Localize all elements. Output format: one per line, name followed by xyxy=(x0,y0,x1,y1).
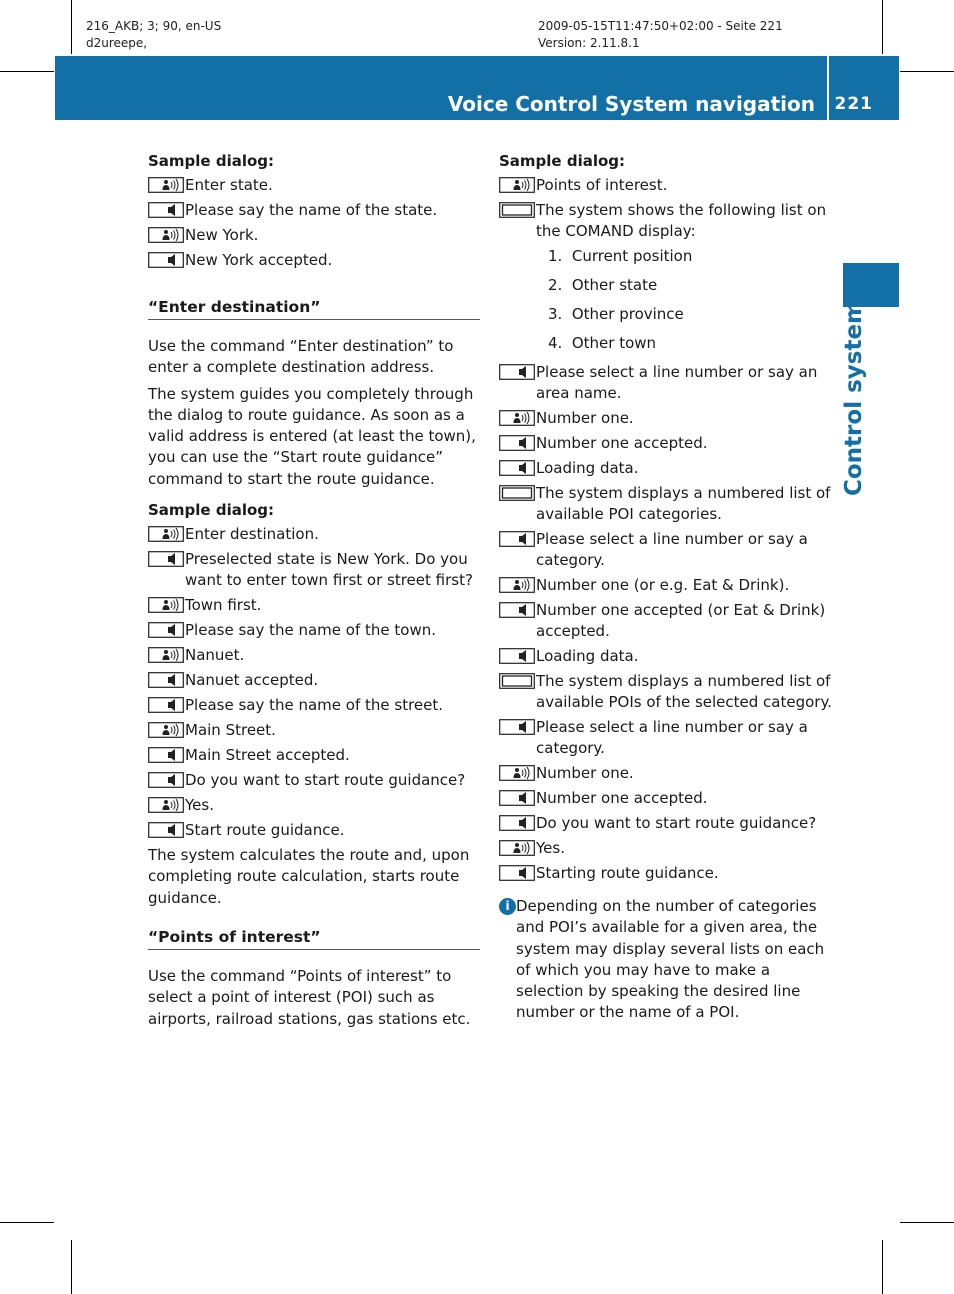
speaker-icon xyxy=(499,648,536,664)
speaker-icon xyxy=(499,435,536,451)
display-icon xyxy=(499,673,536,689)
page-number: 221 xyxy=(834,94,873,114)
paragraph: The system guides you completely through the dialog to route guidance. As soon as a valid address is entered (at least the town), you can use the “Start route guidance” command to start the route guidance. xyxy=(148,384,476,488)
info-icon: i xyxy=(499,898,516,915)
dialog-line-text: Number one. xyxy=(536,409,634,427)
dialog-line xyxy=(499,408,832,429)
dialog-line-text: Please say the name of the state. xyxy=(185,201,438,219)
dialog-line-text: Main Street accepted. xyxy=(185,746,350,765)
dialog-line-text: The system displays a numbered list of available POIs of the selected category. xyxy=(536,672,832,711)
dialog-line-text: Preselected state is New York. Do you want to enter town first or street first? xyxy=(185,550,473,590)
speaker-icon xyxy=(499,364,536,380)
speak-icon xyxy=(499,577,536,593)
dialog-line-text: Points of interest. xyxy=(536,176,668,194)
dialog-list xyxy=(148,175,480,271)
dialog-line xyxy=(499,838,832,859)
speak-icon xyxy=(499,765,536,781)
meta-line: d2ureepe, xyxy=(86,36,148,50)
dialog-line-text: Nanuet accepted. xyxy=(185,671,319,690)
crop-mark xyxy=(71,1240,72,1294)
dialog-line-text: Please select a line number or say a category. xyxy=(536,718,808,757)
chapter-label: Control systems xyxy=(841,286,867,496)
crop-mark xyxy=(900,1222,954,1223)
dialog-line xyxy=(148,250,480,271)
dialog-line xyxy=(499,671,832,713)
dialog-line xyxy=(499,646,832,667)
sample-dialog-heading: Sample dialog: xyxy=(148,501,275,520)
dialog-line xyxy=(499,362,832,404)
dialog-line-text: Yes. xyxy=(536,839,565,857)
dialog-line xyxy=(499,863,832,884)
dialog-line-text: Number one (or e.g. Eat & Drink). xyxy=(536,576,790,594)
dialog-line-text: Loading data. xyxy=(536,459,639,477)
dialog-line xyxy=(148,524,480,545)
dialog-line xyxy=(148,200,480,221)
display-options-list xyxy=(548,246,832,354)
speaker-icon xyxy=(148,697,185,713)
dialog-line-text: Nanuet. xyxy=(185,646,245,665)
dialog-line-text: Number one accepted (or Eat & Drink) accepted. xyxy=(536,601,826,640)
paragraph: The system calculates the route and, upon completing route calculation, starts route guidance. xyxy=(148,846,470,907)
list-item: 3. Other province xyxy=(548,305,684,323)
speak-icon xyxy=(148,227,185,243)
speaker-icon xyxy=(499,719,536,735)
dialog-line-text: Enter destination. xyxy=(185,525,319,544)
speak-icon xyxy=(499,177,536,193)
sample-dialog-heading: Sample dialog: xyxy=(499,152,626,170)
dialog-line xyxy=(148,770,480,791)
dialog-line-text: New York accepted. xyxy=(185,251,333,269)
list-item: 4. Other town xyxy=(548,334,657,352)
speaker-icon xyxy=(499,865,536,881)
dialog-line xyxy=(499,433,832,454)
dialog-line xyxy=(148,549,480,591)
crop-mark xyxy=(71,0,72,54)
dialog-line xyxy=(148,795,480,816)
dialog-line xyxy=(148,745,480,766)
dialog-line xyxy=(499,200,832,242)
dialog-line xyxy=(499,529,832,571)
speaker-icon xyxy=(148,772,185,788)
sample-dialog-heading: Sample dialog: xyxy=(148,152,275,170)
dialog-line xyxy=(148,595,480,616)
speak-icon xyxy=(148,177,185,193)
display-icon xyxy=(499,202,536,218)
dialog-line-text: Number one accepted. xyxy=(536,789,708,807)
print-meta-left xyxy=(86,18,221,52)
dialog-line-text: Number one accepted. xyxy=(536,434,708,452)
meta-line: 216_AKB; 3; 90, en-US xyxy=(86,19,222,33)
dialog-line-text: Starting route guidance. xyxy=(536,864,719,882)
speak-icon xyxy=(148,526,185,542)
dialog-line xyxy=(148,695,480,716)
right-column xyxy=(499,151,832,1024)
speaker-icon xyxy=(148,622,185,638)
speaker-icon xyxy=(499,602,536,618)
speaker-icon xyxy=(499,815,536,831)
dialog-line-text: Please say the name of the town. xyxy=(185,621,437,640)
dialog-line-text: Do you want to start route guidance? xyxy=(536,814,817,832)
dialog-line xyxy=(148,720,480,741)
paragraph: Use the command “Enter destination” to enter a complete destination address. xyxy=(148,337,454,377)
display-icon xyxy=(499,485,536,501)
dialog-line-text: Please select a line number or say a category. xyxy=(536,530,808,569)
dialog-line-text: Enter state. xyxy=(185,176,273,194)
speak-icon xyxy=(499,840,536,856)
dialog-line xyxy=(499,458,832,479)
page-title: Voice Control System navigation xyxy=(447,92,815,116)
dialog-line xyxy=(499,175,832,196)
list-item: 1. Current position xyxy=(548,247,693,265)
section-heading-enter-destination: “Enter destination” xyxy=(148,297,480,320)
dialog-line-text: Do you want to start route guidance? xyxy=(185,771,466,790)
speaker-icon xyxy=(148,747,185,763)
speak-icon xyxy=(499,410,536,426)
dialog-line-text: Yes. xyxy=(185,796,214,815)
info-note xyxy=(499,896,832,1024)
dialog-line xyxy=(499,788,832,809)
dialog-line-text: New York. xyxy=(185,226,259,244)
dialog-line xyxy=(148,620,480,641)
paragraph: Use the command “Points of interest” to select a point of interest (POI) such as airports, railroad stations, gas stations etc. xyxy=(148,966,471,1028)
speak-icon xyxy=(148,722,185,738)
crop-mark xyxy=(0,71,54,72)
speak-icon xyxy=(148,647,185,663)
crop-mark xyxy=(900,71,954,72)
dialog-line-text: Loading data. xyxy=(536,647,639,665)
dialog-line xyxy=(148,175,480,196)
section-heading-points-of-interest: “Points of interest” xyxy=(148,927,480,950)
dialog-line xyxy=(499,717,832,759)
dialog-line xyxy=(148,225,480,246)
speaker-icon xyxy=(499,531,536,547)
list-item: 2. Other state xyxy=(548,276,658,294)
dialog-line-text: Start route guidance. xyxy=(185,821,345,840)
dialog-line-text: Number one. xyxy=(536,764,634,782)
speaker-icon xyxy=(148,672,185,688)
info-text: Depending on the number of categories and POI’s available for a given area, the system may display several lists on each of which you may have to make a selection by speaking the desired line number or the name of a POI. xyxy=(516,897,825,1022)
left-column xyxy=(148,151,480,1035)
dialog-line-text: Please say the name of the street. xyxy=(185,696,444,715)
meta-line: 2009-05-15T11:47:50+02:00 - Seite 221 xyxy=(538,19,783,33)
dialog-line xyxy=(499,813,832,834)
meta-line: Version: 2.11.8.1 xyxy=(538,36,640,50)
dialog-line-text: The system shows the following list on the COMAND display: xyxy=(536,201,827,240)
speaker-icon xyxy=(148,252,185,268)
dialog-line-text: The system displays a numbered list of available POI categories. xyxy=(536,484,831,523)
dialog-list xyxy=(499,175,832,242)
dialog-line xyxy=(499,600,832,642)
speak-icon xyxy=(148,597,185,613)
speak-icon xyxy=(148,797,185,813)
crop-mark xyxy=(882,0,883,54)
crop-mark xyxy=(0,1222,54,1223)
dialog-line xyxy=(148,820,480,841)
speaker-icon xyxy=(499,790,536,806)
dialog-line xyxy=(499,483,832,525)
dialog-line xyxy=(499,763,832,784)
speaker-icon xyxy=(148,822,185,838)
dialog-line xyxy=(148,670,480,691)
dialog-list xyxy=(499,362,832,884)
speaker-icon xyxy=(148,202,185,218)
crop-mark xyxy=(882,1240,883,1294)
dialog-line xyxy=(499,575,832,596)
dialog-list xyxy=(148,524,480,841)
print-meta-right xyxy=(538,18,783,52)
dialog-line-text: Please select a line number or say an area name. xyxy=(536,363,818,402)
speaker-icon xyxy=(148,551,185,567)
dialog-line-text: Town first. xyxy=(185,596,262,615)
speaker-icon xyxy=(499,460,536,476)
dialog-line xyxy=(148,645,480,666)
dialog-line-text: Main Street. xyxy=(185,721,276,740)
header-divider xyxy=(827,56,829,120)
page-header xyxy=(55,56,899,120)
